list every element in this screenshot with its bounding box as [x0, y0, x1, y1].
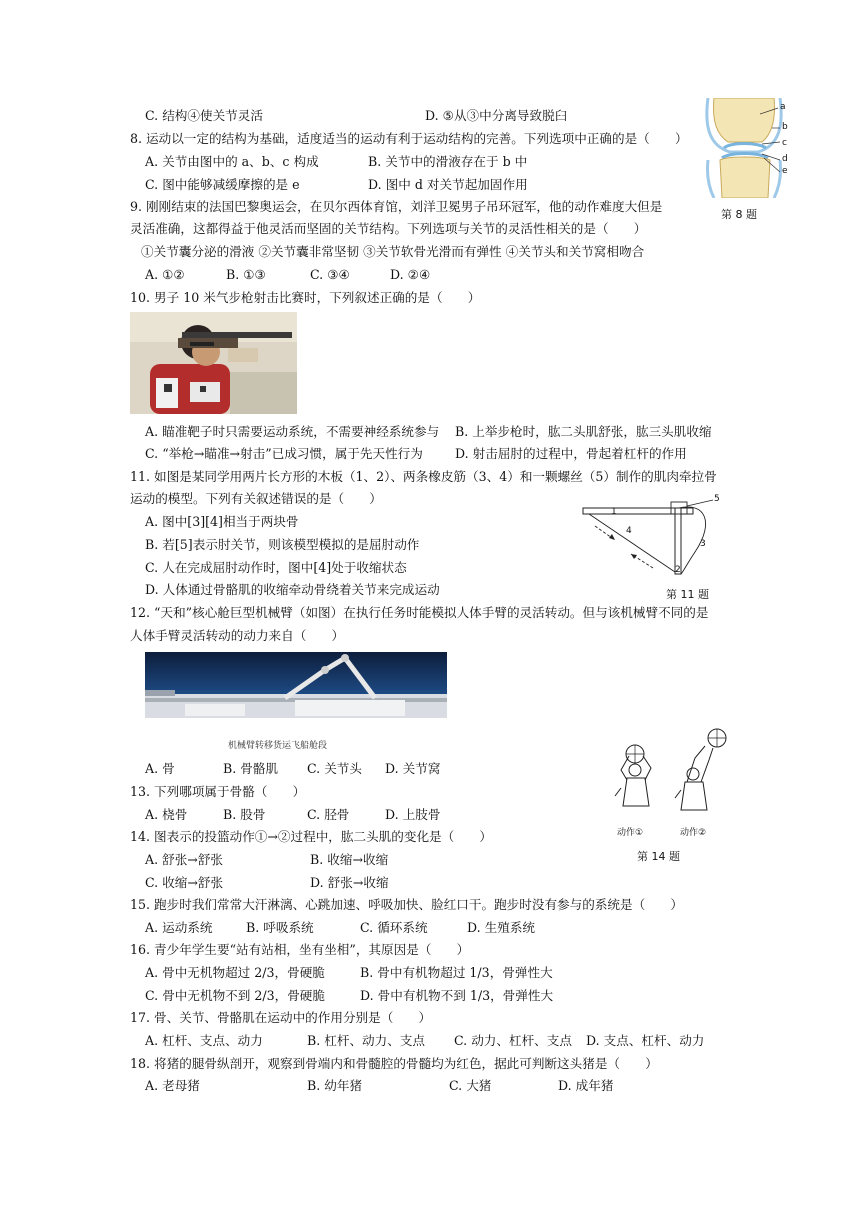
q12-stem-line2: 人体手臂灵活转动的动力来自（ ）: [130, 628, 345, 643]
q11-label-4: 4: [626, 526, 632, 536]
q14-action2-label: 动作②: [680, 828, 707, 838]
q13-option-a: A. 桡骨: [145, 807, 188, 822]
q9-option-a: A. ①②: [145, 267, 185, 282]
q12-stem-line1: 12. “天和”核心舱巨型机械臂（如图）在执行任务时能模拟人体手臂的灵活转动。但与该机械臂不同的是: [130, 605, 709, 620]
q16-option-a: A. 骨中无机物超过 2/3，骨硬脆: [145, 965, 325, 980]
knee-joint-diagram: [700, 98, 792, 198]
q17-stem: 17. 骨、关节、骨骼肌在运动中的作用分别是（ ）: [130, 1010, 432, 1025]
q8-label-c: c: [782, 138, 787, 148]
q13-option-b: B. 股骨: [223, 807, 266, 822]
q11-label-1: 1: [611, 507, 617, 517]
q16-option-d: D. 骨中有机物不到 1/3，骨弹性大: [360, 988, 554, 1003]
q14-option-d: D. 舒张→收缩: [310, 875, 389, 890]
q17-option-a: A. 杠杆、支点、动力: [145, 1033, 263, 1048]
q11-caption: 第 11 题: [666, 588, 709, 601]
q15-option-b: B. 呼吸系统: [246, 920, 314, 935]
q12-option-d: D. 关节窝: [385, 761, 441, 776]
q11-stem-line1: 11. 如图是某同学用两片长方形的木板（1、2）、两条橡皮筋（3、4）和一颗螺丝（5）制作的肌肉牵拉骨: [130, 469, 717, 484]
q15-stem: 15. 跑步时我们常常大汗淋漓、心跳加速、呼吸加快、脸红口干。跑步时没有参与的系统是（ ）: [130, 897, 683, 912]
q14-caption: 第 14 题: [637, 850, 680, 863]
q14-option-a: A. 舒张→舒张: [145, 852, 224, 867]
q10-option-a: A. 瞄准靶子时只需要运动系统，不需要神经系统参与: [145, 424, 440, 439]
q11-label-2: 2: [675, 565, 681, 575]
q14-option-b: B. 收缩→收缩: [310, 852, 389, 867]
q16-option-c: C. 骨中无机物不到 2/3，骨硬脆: [145, 988, 325, 1003]
q14-action1-label: 动作①: [617, 828, 644, 838]
q9-items: ①关节囊分泌的滑液 ②关节囊非常坚韧 ③关节软骨光滑而有弹性 ④关节头和关节窝相吻合: [141, 244, 645, 259]
q14-stem: 14. 图表示的投篮动作①→②过程中，肱二头肌的变化是（ ）: [130, 829, 493, 844]
q10-option-d: D. 射击屈肘的过程中，骨起着杠杆的作用: [455, 446, 687, 461]
q15-option-a: A. 运动系统: [145, 920, 213, 935]
q13-option-d: D. 上肢骨: [385, 807, 441, 822]
q11-label-5: 5: [714, 494, 720, 504]
q8-label-a: a: [780, 102, 786, 112]
q9-stem-line1: 9. 刚刚结束的法国巴黎奥运会，在贝尔西体育馆，刘洋卫冕男子吊环冠军，他的动作难度大但是: [130, 199, 663, 214]
q11-option-b: B. 若[5]表示肘关节，则该模型模拟的是屈肘动作: [145, 537, 420, 552]
q11-stem-line2: 运动的模型。下列有关叙述错误的是（ ）: [130, 491, 382, 506]
q8-option-a: A. 关节由图中的 a、b、c 构成: [145, 154, 319, 169]
q8-label-b: b: [782, 122, 788, 132]
q8-option-c: C. 图中能够减缓摩擦的是 e: [145, 177, 300, 192]
q12-option-a: A. 骨: [145, 761, 175, 776]
q15-option-d: D. 生殖系统: [467, 920, 536, 935]
q18-option-d: D. 成年猪: [558, 1078, 614, 1093]
q11-label-3: 3: [700, 539, 706, 549]
q12-option-b: B. 骨骼肌: [223, 761, 279, 776]
q15-option-c: C. 循环系统: [360, 920, 428, 935]
q14-option-c: C. 收缩→舒张: [145, 875, 224, 890]
q18-option-a: A. 老母猪: [145, 1078, 200, 1093]
q13-stem: 13. 下列哪项属于骨骼（ ）: [130, 784, 306, 799]
q17-option-b: B. 杠杆、动力、支点: [307, 1033, 426, 1048]
q17-option-d: D. 支点、杠杆、动力: [586, 1033, 705, 1048]
shooter-photo: [130, 312, 297, 414]
q11-option-c: C. 人在完成屈肘动作时，图中[4]处于收缩状态: [145, 560, 407, 575]
basketball-shooting-diagram: [605, 726, 735, 822]
q9-option-b: B. ①③: [226, 267, 266, 282]
q8-stem: 8. 运动以一定的结构为基础，适度适当的运动有利于运动结构的完善。下列选项中正确的是（ ）: [130, 131, 688, 146]
q8-option-b: B. 关节中的滑液存在于 b 中: [368, 154, 528, 169]
q16-stem: 16. 青少年学生要“站有站相，坐有坐相”，其原因是（ ）: [130, 942, 470, 957]
q8-option-d: D. 图中 d 对关节起加固作用: [368, 177, 528, 192]
q18-option-b: B. 幼年猪: [307, 1078, 363, 1093]
q9-option-c: C. ③④: [310, 267, 350, 282]
q9-stem-line2: 灵活准确，这都得益于他灵活而坚固的关节结构。下列选项与关节的灵活性相关的是（ ）: [130, 221, 647, 236]
q7-option-c: C. 结构④使关节灵活: [145, 108, 263, 123]
q18-stem: 18. 将猪的腿骨纵剖开，观察到骨端内和骨髓腔的骨髓均为红色，据此可判断这头猪是（ ）: [130, 1056, 658, 1071]
q12-option-c: C. 关节头: [307, 761, 362, 776]
q10-option-b: B. 上举步枪时，肱二头肌舒张，肱三头肌收缩: [455, 424, 712, 439]
q10-stem: 10. 男子 10 米气步枪射击比赛时，下列叙述正确的是（ ）: [130, 290, 481, 305]
q11-option-a: A. 图中[3][4]相当于两块骨: [145, 514, 299, 529]
q8-label-e: e: [782, 166, 788, 176]
muscle-model-diagram: [575, 492, 735, 584]
q8-label-d: d: [782, 154, 788, 164]
q16-option-b: B. 骨中有机物超过 1/3，骨弹性大: [360, 965, 553, 980]
q13-option-c: C. 胫骨: [307, 807, 350, 822]
q8-caption: 第 8 题: [721, 208, 757, 221]
q7-option-d: D. ⑤从③中分离导致脱臼: [425, 108, 568, 123]
q11-option-d: D. 人体通过骨骼肌的收缩牵动骨绕着关节来完成运动: [145, 582, 440, 597]
q9-option-d: D. ②④: [390, 267, 431, 282]
q18-option-c: C. 大猪: [449, 1078, 492, 1093]
q17-option-c: C. 动力、杠杆、支点: [454, 1033, 572, 1048]
q10-option-c: C. “举枪→瞄准→射击”已成习惯，属于先天性行为: [145, 446, 423, 461]
q12-image-caption: 机械臂转移货运飞船舱段: [228, 741, 328, 751]
robotic-arm-photo: [145, 652, 447, 738]
